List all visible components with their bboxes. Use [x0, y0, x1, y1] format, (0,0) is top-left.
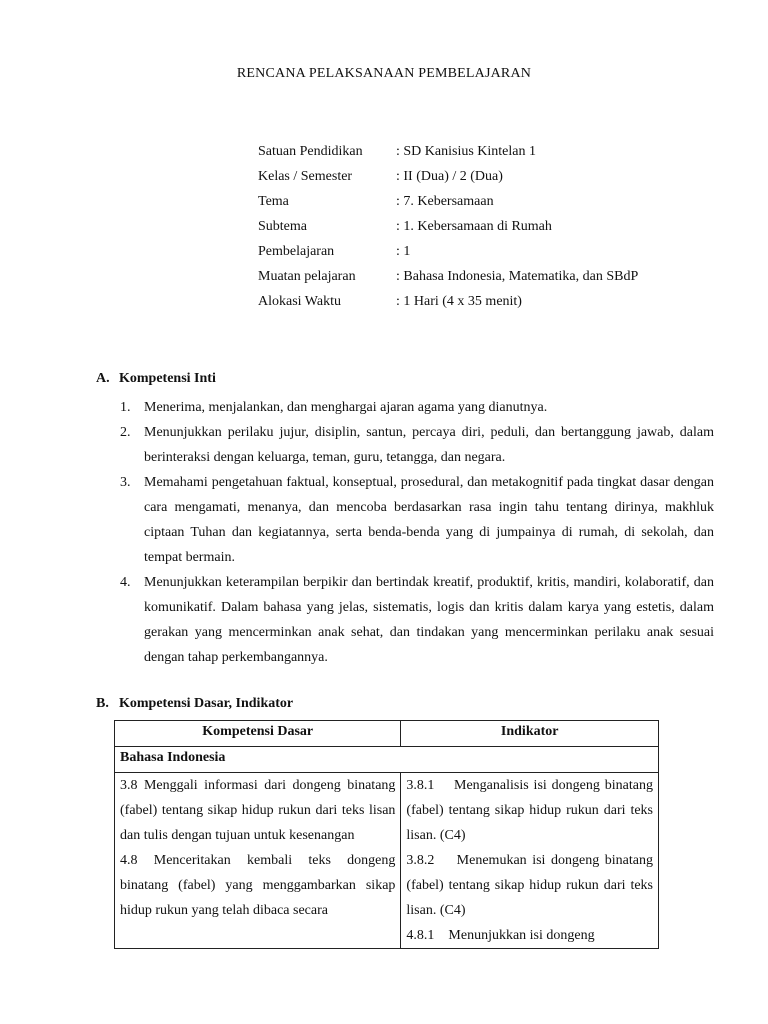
indicator-code: 4.8.1	[406, 928, 435, 943]
info-row	[258, 217, 718, 242]
subject-label: Bahasa Indonesia	[115, 747, 659, 773]
indicator-item	[406, 923, 653, 948]
section-title: Kompetensi Inti	[119, 371, 216, 386]
info-row	[258, 167, 718, 192]
info-value: : SD Kanisius Kintelan 1	[396, 144, 536, 159]
list-text: Memahami pengetahuan faktual, konseptual, prosedural, dan metakognitif pada tingkat dasar dengan cara mengamati, menanya, dan mencoba berdasarkan rasa ingin tahu tentang dirinya, makhluk ciptaan Tuhan dan kegiatannya, serta benda-benda yang di jumpainya di rumah, di sekolah, dan tempat bermain.	[144, 475, 714, 565]
list-item	[96, 395, 714, 420]
table-row	[115, 773, 659, 949]
list-item	[96, 470, 714, 570]
info-label: Tema	[258, 194, 289, 209]
indicator-item	[406, 773, 653, 848]
info-value: : 7. Kebersamaan	[396, 194, 494, 209]
info-label: Subtema	[258, 219, 307, 234]
section-title: Kompetensi Dasar, Indikator	[119, 696, 294, 711]
section-heading	[96, 694, 714, 714]
list-item	[96, 420, 714, 470]
info-label: Kelas / Semester	[258, 169, 353, 184]
list-text: Menunjukkan perilaku jujur, disiplin, santun, percaya diri, peduli, dan bertanggung jawab, dalam berinteraksi dengan keluarga, teman, guru, tetangga, dan negara.	[144, 425, 714, 465]
table-row	[115, 747, 659, 773]
indicator-code: 3.8.1	[406, 778, 435, 793]
info-row	[258, 192, 718, 217]
info-value: : 1	[396, 244, 411, 259]
list-text: Menunjukkan keterampilan berpikir dan bertindak kreatif, produktif, kritis, mandiri, kolaboratif, dan komunikatif. Dalam bahasa yang jelas, sistematis, logis dan kritis dalam karya yang estetis, dalam gerakan yang mencerminkan anak sehat, dan tindakan yang mencerminkan perilaku anak sesuai dengan tahap perkembangannya.	[144, 575, 714, 665]
list-text: Menerima, menjalankan, dan menghargai ajaran agama yang dianutnya.	[144, 400, 548, 415]
info-label: Pembelajaran	[258, 244, 335, 259]
section-letter: B.	[96, 696, 109, 711]
kd-text: 4.8 Menceritakan kembali teks dongeng binatang (fabel) yang menggambarkan sikap hidup rukun yang telah dibaca secara	[120, 853, 396, 918]
indicator-code: 3.8.2	[406, 853, 435, 868]
info-value: : II (Dua) / 2 (Dua)	[396, 169, 503, 184]
kd-text: 3.8 Menggali informasi dari dongeng binatang (fabel) tentang sikap hidup rukun dari teks lisan dan tulis dengan tujuan untuk kesenangan	[120, 778, 396, 843]
info-row	[258, 142, 718, 167]
list-number: 1.	[120, 400, 131, 415]
table-header-kd: Kompetensi Dasar	[115, 721, 401, 747]
info-label: Muatan pelajaran	[258, 269, 356, 284]
table-header-indicator: Indikator	[401, 721, 659, 747]
info-value: : Bahasa Indonesia, Matematika, dan SBdP	[396, 269, 639, 284]
info-label: Alokasi Waktu	[258, 294, 341, 309]
section-letter: A.	[96, 371, 110, 386]
info-row	[258, 267, 718, 292]
info-label: Satuan Pendidikan	[258, 144, 363, 159]
section-kompetensi-inti	[96, 369, 714, 670]
info-value: : 1 Hari (4 x 35 menit)	[396, 294, 522, 309]
kd-cell	[115, 773, 401, 949]
info-row	[258, 292, 718, 317]
section-kompetensi-dasar	[96, 694, 714, 714]
info-row	[258, 242, 718, 267]
document-title: RENCANA PELAKSANAAN PEMBELAJARAN	[236, 66, 532, 81]
indicator-text: Menganalisis isi dongeng binatang (fabel) tentang sikap hidup rukun dari teks lisan. (C4)	[406, 778, 653, 843]
identity-block	[258, 142, 718, 317]
ki-list	[96, 395, 714, 670]
kd-indicator-table	[114, 720, 659, 949]
list-number: 2.	[120, 425, 131, 440]
indicator-text: Menunjukkan isi dongeng	[448, 928, 595, 943]
list-item	[96, 570, 714, 670]
indicator-item	[406, 848, 653, 923]
list-number: 3.	[120, 475, 131, 490]
table-header-row	[115, 721, 659, 747]
list-number: 4.	[120, 575, 131, 590]
section-heading	[96, 369, 714, 389]
indicator-cell	[401, 773, 659, 949]
indicator-text: Menemukan isi dongeng binatang (fabel) tentang sikap hidup rukun dari teks lisan. (C4)	[406, 853, 653, 918]
info-value: : 1. Kebersamaan di Rumah	[396, 219, 552, 234]
